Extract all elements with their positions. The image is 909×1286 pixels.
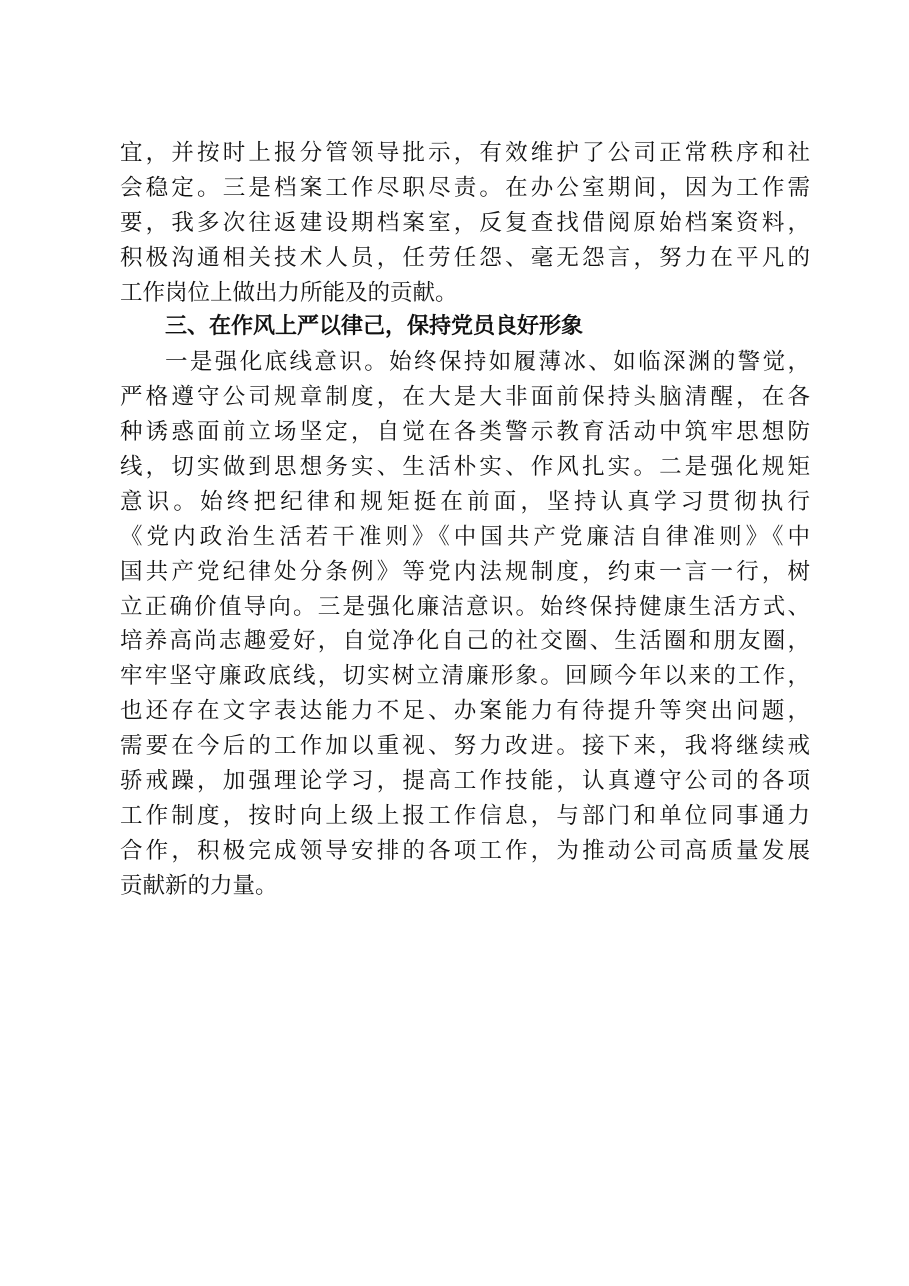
document-body [120,136,810,904]
text-line: 意识。始终把纪律和规矩挺在前面，坚持认真学习贯彻执行 [120,488,810,515]
text-line: 牢牢坚守廉政底线，切实树立清廉形象。回顾今年以来的工作， [120,663,810,690]
text-line: 种诱惑面前立场坚定，自觉在各类警示教育活动中筑牢思想防 [120,419,810,446]
text-line: 合作，积极完成领导安排的各项工作，为推动公司高质量发展 [120,837,810,864]
text-line: 积极沟通相关技术人员，任劳任怨、毫无怨言，努力在平凡的 [120,244,810,271]
text-line: 骄戒躁，加强理论学习，提高工作技能，认真遵守公司的各项 [120,768,810,795]
text-line: 培养高尚志趣爱好，自觉净化自己的社交圈、生活圈和朋友圈， [120,628,810,655]
text-line: 需要在今后的工作加以重视、努力改进。接下来，我将继续戒 [120,733,810,760]
text-line: 也还存在文字表达能力不足、办案能力有待提升等突出问题， [120,698,810,725]
text-line: 会稳定。三是档案工作尽职尽责。在办公室期间，因为工作需 [120,174,810,201]
section-heading: 三、在作风上严以律己，保持党员良好形象 [165,314,584,340]
text-line: 严格遵守公司规章制度，在大是大非面前保持头脑清醒，在各 [120,384,810,411]
text-line: 国共产党纪律处分条例》等党内法规制度，约束一言一行，树 [120,558,810,585]
text-line: 要，我多次往返建设期档案室，反复查找借阅原始档案资料， [120,209,810,236]
text-line: 宜，并按时上报分管领导批示，有效维护了公司正常秩序和社 [120,140,810,166]
text-line: 《党内政治生活若干准则》《中国共产党廉洁自律准则》《中 [120,523,810,550]
text-line: 立正确价值导向。三是强化廉洁意识。始终保持健康生活方式、 [120,593,810,620]
text-line: 一是强化底线意识。始终保持如履薄冰、如临深渊的警觉， [165,349,810,376]
text-line: 工作制度，按时向上级上报工作信息，与部门和单位同事通力 [120,802,810,829]
text-line: 工作岗位上做出力所能及的贡献。 [120,279,458,306]
text-line: 贡献新的力量。 [120,872,278,899]
text-line: 线，切实做到思想务实、生活朴实、作风扎实。二是强化规矩 [120,454,810,481]
